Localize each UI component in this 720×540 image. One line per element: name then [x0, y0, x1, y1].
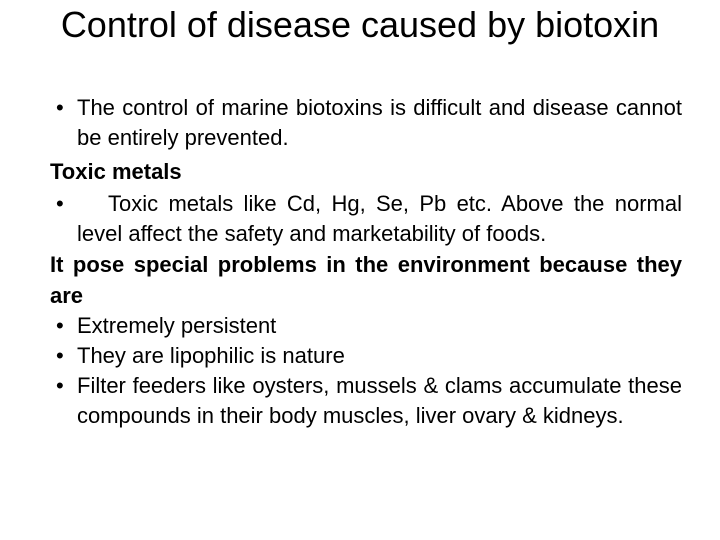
bullet-marker: • [56, 343, 64, 368]
bullet-intro [50, 93, 682, 153]
slide-title: Control of disease caused by biotoxin [60, 4, 660, 45]
bullet-marker: • [56, 313, 64, 338]
reason-text: Filter feeders like oysters, mussels & clams accumulate these compounds in their body muscles, liver ovary & kidneys. [77, 373, 682, 428]
reason-text: Extremely persistent [77, 313, 277, 338]
reason-item [50, 341, 682, 371]
reason-text: They are lipophilic is nature [77, 343, 345, 368]
problem-paragraph: It pose special problems in the environment because they are [50, 252, 682, 308]
reason-item [50, 311, 682, 341]
toxic-metals-heading: Toxic metals [50, 159, 182, 184]
reason-item [50, 371, 682, 431]
slide-content [50, 93, 682, 431]
bullet-marker: • [56, 191, 64, 216]
bullet-marker: • [56, 373, 64, 398]
bullet-toxic-metals-text: Toxic metals like Cd, Hg, Se, Pb etc. Above the normal level affect the safety and marketability of foods. [77, 191, 682, 246]
bullet-toxic-metals [50, 189, 682, 249]
bullet-intro-text: The control of marine biotoxins is difficult and disease cannot be entirely prevented. [77, 95, 682, 150]
bullet-marker: • [56, 95, 64, 120]
